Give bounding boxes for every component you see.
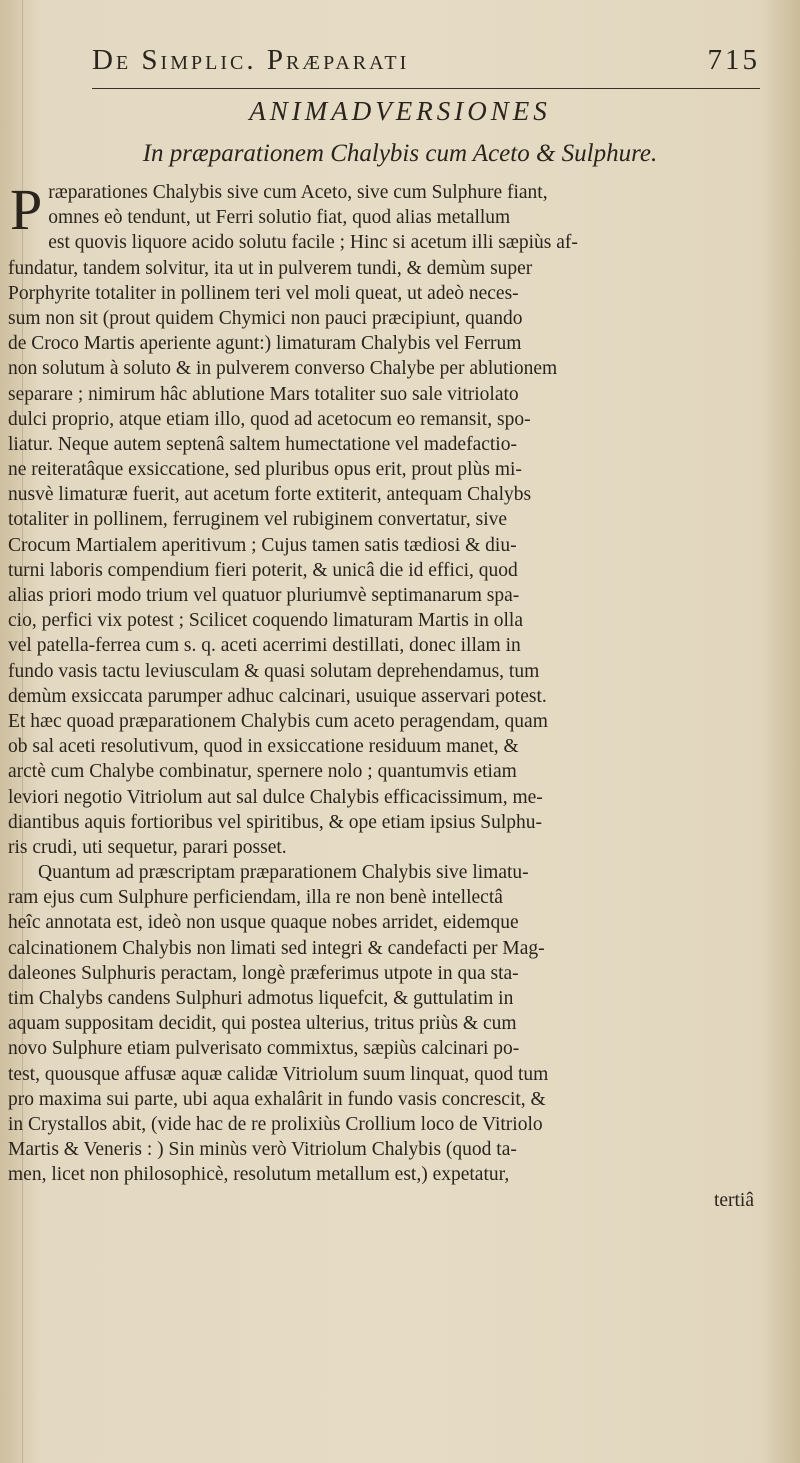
text-line: dulci proprio, atque etiam illo, quod ad acetocum eo remansit, spo- — [8, 408, 531, 430]
text-line: est quovis liquore acido solutu facile ; Hinc si acetum illi sæpiùs af- — [48, 232, 578, 254]
text-line: ob sal aceti resolutivum, quod in exsiccatione residuum manet, & — [8, 736, 519, 758]
catchword: tertiâ — [713, 1189, 754, 1211]
text-line: cio, perfici vix potest ; Scilicet coquendo limaturam Martis in olla — [8, 610, 523, 632]
text-line: alias priori modo trium vel quatuor pluriumvè septimanarum spa- — [8, 585, 520, 606]
text-line: fundatur, tandem solvitur, ita ut in pulverem tundi, & demùm super — [8, 257, 533, 279]
text-line: fundo vasis tactu leviusculam & quasi solutam deprehendamus, tum — [8, 660, 540, 682]
text-line: tim Chalybs candens Sulphuri admotus liquefcit, & guttulatim in — [8, 988, 514, 1009]
text-line: leviori negotio Vitriolum aut sal dulce Chalybis efficacissimum, me- — [8, 786, 543, 808]
running-title: De Simplic. Præparati — [92, 43, 410, 76]
text-line: de Croco Martis aperiente agunt:) limaturam Chalybis vel Ferrum — [8, 333, 522, 355]
text-line: ræparationes Chalybis sive cum Aceto, sive cum Sulphure fiant, — [48, 182, 548, 203]
text-line: heîc annotata est, ideò non usque quaque nobes arridet, eidemque — [8, 912, 519, 934]
text-line: demùm exsiccata parumper adhuc calcinari, usuique asservari potest. — [8, 685, 547, 707]
text-line: daleones Sulphuris peractam, longè præferimus utpote in qua sta- — [8, 962, 519, 984]
running-head — [92, 40, 760, 80]
text-line: novo Sulphure etiam pulverisato commixtus, sæpiùs calcinari po- — [8, 1038, 520, 1060]
text-line: omnes eò tendunt, ut Ferri solutio fiat, quod alias metallum — [48, 207, 511, 229]
text-line: Quantum ad præscriptam præparationem Chalybis sive limatu- — [38, 862, 529, 884]
text-line: nusvè limaturæ fuerit, aut acetum forte extiterit, antequam Chalybs — [8, 484, 532, 506]
text-line: Porphyrite totaliter in pollinem teri vel moli queat, ut adeò neces- — [8, 282, 519, 304]
section-subheading: In præparationem Chalybis cum Aceto & Sulphure. — [142, 140, 658, 167]
text-line: in Crystallos abit, (vide hac de re prolixiùs Crollium loco de Vitriolo — [8, 1113, 543, 1135]
text-line: non solutum à soluto & in pulverem converso Chalybe per ablutionem — [8, 358, 558, 380]
section-heading: ANIMADVERSIONES — [249, 96, 551, 126]
header-rule — [92, 88, 760, 89]
text-line: test, quousque affusæ aquæ calidæ Vitriolum suum linquat, quod tum — [8, 1063, 549, 1085]
text-line: diantibus aquis fortioribus vel spiritibus, & ope etiam ipsius Sulphu- — [8, 811, 543, 833]
text-line: ram ejus cum Sulphure perficiendam, illa re non benè intellectâ — [8, 887, 503, 909]
text-line: sum non sit (prout quidem Chymici non pauci præcipiunt, quando — [8, 307, 523, 329]
text-line: totaliter in pollinem, ferruginem vel rubiginem convertatur, sive — [8, 509, 508, 531]
text-line: ne reiteratâque exsiccatione, sed pluribus opus erit, prout plùs mi- — [8, 459, 522, 481]
text-line: arctè cum Chalybe combinatur, spernere nolo ; quantumvis etiam — [8, 761, 517, 783]
text-line: vel patella-ferrea cum s. q. aceti acerrimi destillati, donec illam in — [8, 635, 521, 657]
text-line: men, licet non philosophicè, resolutum metallum est,) expetatur, — [8, 1164, 510, 1186]
page-number: 715 — [707, 43, 760, 76]
text-line: turni laboris compendium fieri poterit, & unicâ die id effici, quod — [8, 559, 518, 581]
text-line: calcinationem Chalybis non limati sed integri & candefacti per Mag- — [8, 937, 545, 959]
text-line: pro maxima sui parte, ubi aqua exhalârit in fundo vasis concrescit, & — [8, 1088, 546, 1110]
drop-capital: P — [10, 177, 43, 242]
text-line: Martis & Veneris : ) Sin minùs verò Vitriolum Chalybis (quod ta- — [8, 1139, 517, 1161]
text-line: separare ; nimirum hâc ablutione Mars totaliter suo sale vitriolato — [8, 383, 519, 405]
text-line: aquam suppositam decidit, qui postea ulterius, tritus priùs & cum — [8, 1013, 517, 1035]
text-line: liatur. Neque autem septenâ saltem humectatione vel madefactio- — [8, 433, 517, 455]
body-text — [8, 177, 758, 1213]
text-line: ris crudi, uti sequetur, parari posset. — [8, 836, 287, 858]
text-line: Crocum Martialem aperitivum ; Cujus tamen satis tædiosi & diu- — [8, 534, 517, 556]
text-line: Et hæc quoad præparationem Chalybis cum aceto peragendam, quam — [8, 710, 548, 732]
